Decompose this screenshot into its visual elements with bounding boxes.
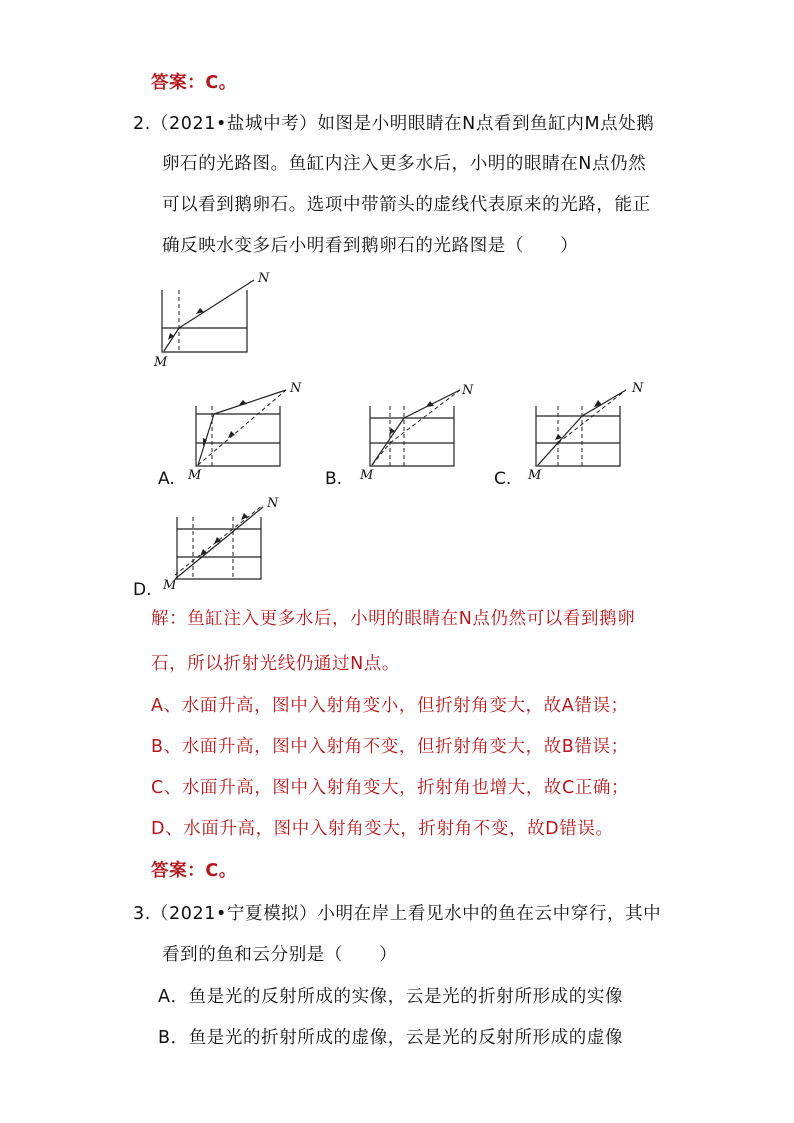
option-d-label[interactable]: D. <box>133 580 152 600</box>
q2-line-2: 卵石的光路图。鱼缸内注入更多水后，小明的眼睛在N点仍然 <box>162 154 647 174</box>
main-figure <box>150 268 290 372</box>
solution-line-a: A、水面升高，图中入射角变小，但折射角变大，故A错误； <box>151 696 629 716</box>
solution-line-b: B、水面升高，图中入射角不变，但折射角变大，故B错误； <box>151 737 629 757</box>
q3-source: （2021•宁夏模拟） <box>150 904 318 924</box>
option-a-label[interactable]: A. <box>158 469 175 489</box>
q3-number: 3. <box>133 904 151 924</box>
solution-line-2: 石，所以折射光线仍通过N点。 <box>151 654 400 674</box>
q3-choice-b[interactable]: B．鱼是光的折射所成的虚像，云是光的反射所形成的虚像 <box>158 1028 624 1048</box>
q3-line-2: 看到的鱼和云分别是（ ） <box>162 945 398 965</box>
option-c-figure[interactable] <box>528 380 648 485</box>
solution-line-d: D、水面升高，图中入射角变大，折射角不变，故D错误。 <box>151 819 614 839</box>
answer-value: C。 <box>205 861 237 881</box>
label-m: M <box>188 468 202 483</box>
label-n: N <box>290 381 302 396</box>
q2-text-1: 如图是小明眼睛在N点看到鱼缸内M点处鹅 <box>317 114 655 134</box>
q2-line-1 <box>133 113 654 135</box>
label-m: M <box>528 468 542 483</box>
label-n: N <box>267 496 279 511</box>
label-m: M <box>163 578 177 593</box>
option-b-figure[interactable] <box>360 380 480 485</box>
q3-choice-a[interactable]: A．鱼是光的反射所成的实像，云是光的折射所形成的实像 <box>158 987 624 1007</box>
answer-label: 答案： <box>151 73 206 93</box>
label-n: N <box>258 271 270 286</box>
option-a-figure[interactable] <box>188 380 308 485</box>
answer-label: 答案： <box>151 861 206 881</box>
option-d-figure[interactable] <box>163 495 293 600</box>
option-b-label[interactable]: B. <box>325 469 343 489</box>
solution-line-c: C、水面升高，图中入射角变大，折射角也增大，故C正确； <box>151 778 630 798</box>
answer-1 <box>151 72 237 94</box>
label-m: M <box>154 355 168 370</box>
q2-number: 2. <box>133 114 151 134</box>
label-n: N <box>462 383 474 398</box>
option-c-label[interactable]: C. <box>494 469 512 489</box>
q2-source: （2021•盐城中考） <box>150 114 318 134</box>
answer-2 <box>151 860 237 882</box>
q2-line-3: 可以看到鹅卵石。选项中带箭头的虚线代表原来的光路，能正 <box>162 195 651 215</box>
solution-line-1: 解：鱼缸注入更多水后，小明的眼睛在N点仍然可以看到鹅卵 <box>151 609 636 629</box>
q2-line-4: 确反映水变多后小明看到鹅卵石的光路图是（ ） <box>162 236 579 256</box>
q3-text-1: 小明在岸上看见水中的鱼在云中穿行，其中 <box>317 904 662 924</box>
q3-line-1 <box>133 903 661 925</box>
label-n: N <box>632 381 644 396</box>
answer-value: C。 <box>205 73 237 93</box>
label-m: M <box>360 468 374 483</box>
